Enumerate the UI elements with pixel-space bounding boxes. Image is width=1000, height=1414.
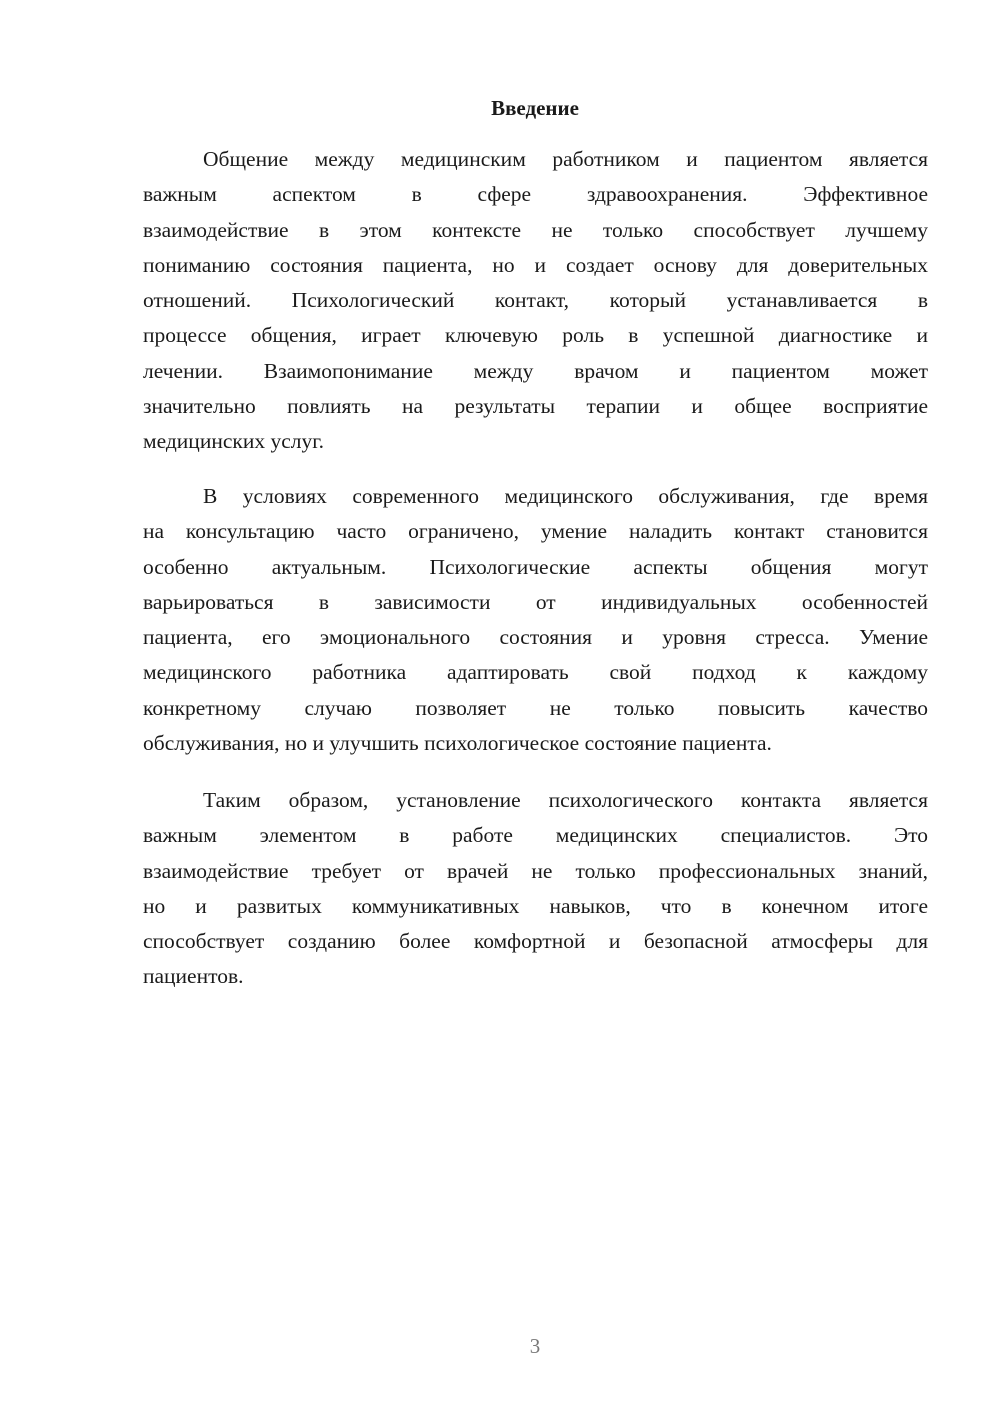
paragraph-3	[143, 783, 928, 995]
text-line: взаимодействие требует от врачей не только профессиональных знаний,	[143, 858, 928, 883]
text-line: медицинского работника адаптировать свой подход к каждому	[143, 660, 928, 685]
text-line: но и развитых коммуникативных навыков, что в конечном итоге	[143, 893, 928, 918]
page-number: 3	[529, 1334, 541, 1358]
section-title: Введение	[491, 96, 579, 120]
text-line: на консультацию часто ограничено, умение наладить контакт становится	[143, 519, 928, 544]
text-line: варьироваться в зависимости от индивидуальных особенностей	[143, 589, 928, 614]
text-line: медицинских услуг.	[143, 429, 324, 454]
text-line: пациента, его эмоционального состояния и уровня стресса. Умение	[143, 625, 928, 650]
text-line: лечении. Взаимопонимание между врачом и пациентом может	[143, 358, 928, 383]
text-line: способствует созданию более комфортной и безопасной атмосферы для	[143, 929, 928, 954]
text-line: отношений. Психологический контакт, который устанавливается в	[143, 288, 928, 313]
text-line: важным аспектом в сфере здравоохранения. Эффективное	[143, 182, 928, 207]
text-line: значительно повлиять на результаты терапии и общее восприятие	[143, 394, 928, 419]
paragraph-1	[143, 142, 928, 460]
text-line: конкретному случаю позволяет не только повысить качество	[143, 695, 928, 720]
text-line: обслуживания, но и улучшить психологическое состояние пациента.	[143, 731, 772, 756]
text-line: особенно актуальным. Психологические аспекты общения могут	[143, 554, 928, 579]
text-line: взаимодействие в этом контексте не только способствует лучшему	[143, 217, 928, 242]
text-line: В условиях современного медицинского обслуживания, где время	[203, 484, 928, 508]
text-line: пациентов.	[143, 964, 244, 989]
text-line: процессе общения, играет ключевую роль в успешной диагностике и	[143, 323, 928, 348]
text-line: Таким образом, установление психологического контакта является	[203, 788, 928, 812]
text-line: Общение между медицинским работником и пациентом является	[203, 147, 928, 171]
text-line: пониманию состояния пациента, но и создает основу для доверительных	[143, 252, 928, 277]
paragraph-2	[143, 479, 928, 761]
text-line: важным элементом в работе медицинских специалистов. Это	[143, 823, 928, 848]
